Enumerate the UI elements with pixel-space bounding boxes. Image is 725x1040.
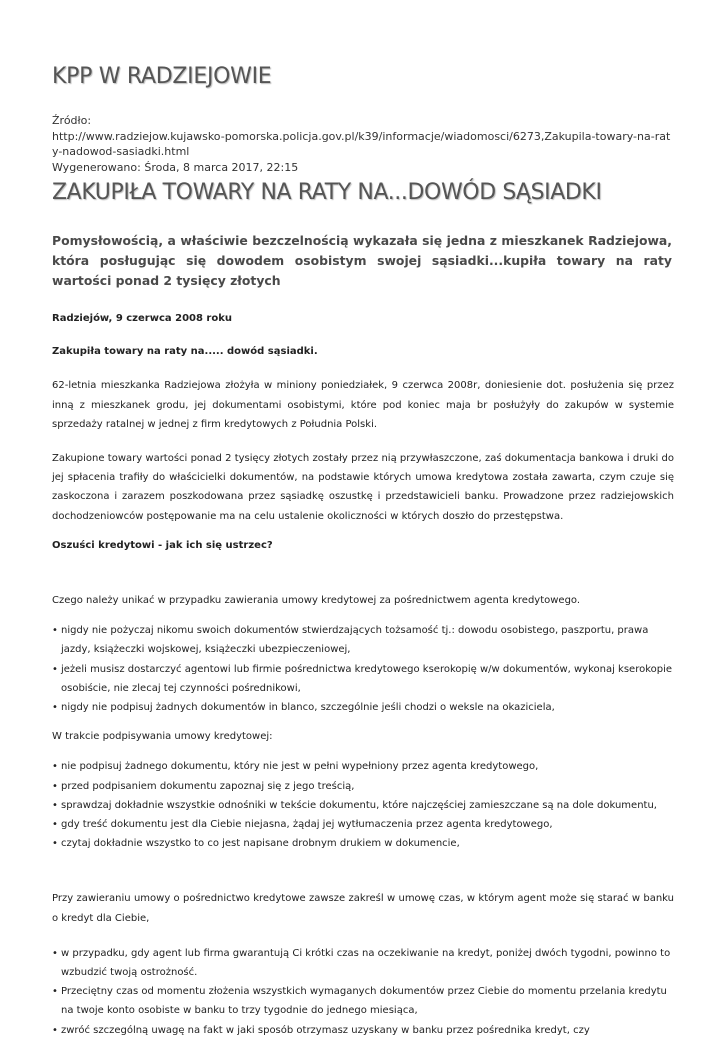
- source-url[interactable]: http://www.radziejow.kujawsko-pomorska.policja.gov.pl/k39/informacje/wiadomosci/6273,Zakupila-towary-na-raty-nadowod-sasiadki.html: [52, 129, 671, 158]
- article-subhead: Zakupiła towary na raty na..... dowód sąsiadki.: [52, 346, 318, 358]
- intro-avoid: Czego należy unikać w przypadku zawierania umowy kredytowej za pośrednictwem agenta kredytowego.: [52, 595, 581, 607]
- list-item: • sprawdzaj dokładnie wszystkie odnośniki w tekście dokumentu, które najczęściej zamieszczane są na dole dokumentu,: [52, 796, 674, 815]
- paragraph-1: 62-letnia mieszkanka Radziejowa złożyła w miniony poniedziałek, 9 czerwca 2008r, doniesienie dot. posłużenia się przez inną z mieszkanek grodu, jej dokumentami osobistymi, które pod koniec maja br posłużyły do zakupów w systemie sprzedaży ratalnej w jednej z firm kredytowych z Południa Polski.: [52, 380, 674, 430]
- intro-timeframe: Przy zawieraniu umowy o pośrednictwo kredytowe zawsze zakreśl w umowę czas, w którym agent może się starać w banku o kredyt dla Ciebie,: [52, 893, 674, 924]
- intro-signing: W trakcie podpisywania umowy kredytowej:: [52, 731, 273, 743]
- bullet-icon: •: [52, 625, 58, 637]
- list-item: • zwróć szczególną uwagę na fakt w jaki sposób otrzymasz uzyskany w banku przez pośrednika kredyt, czy: [52, 1021, 674, 1040]
- list-timeframe: [52, 944, 674, 1040]
- site-title: KPP W RADZIEJOWIE: [52, 64, 272, 89]
- list-item: • przed podpisaniem dokumentu zapoznaj się z jego treścią,: [52, 777, 674, 796]
- bullet-icon: •: [52, 947, 58, 959]
- dateline: Radziejów, 9 czerwca 2008 roku: [52, 313, 232, 324]
- bullet-icon: •: [52, 663, 58, 675]
- list-item: • nigdy nie podpisuj żadnych dokumentów in blanco, szczególnie jeśli chodzi o weksle na okaziciela,: [52, 698, 674, 717]
- source-label: Źródło:: [52, 114, 92, 127]
- list-item: • jeżeli musisz dostarczyć agentowi lub firmie pośrednictwa kredytowego kserokopię w/w dokumentów, wykonaj kserokopie osobiście, nie zlecaj tej czynności pośrednikowi,: [52, 660, 674, 698]
- bullet-icon: •: [52, 761, 58, 773]
- article-title: ZAKUPIŁA TOWARY NA RATY NA...DOWÓD SĄSIADKI: [52, 180, 602, 205]
- list-item: • Przeciętny czas od momentu złożenia wszystkich wymaganych dokumentów przez Ciebie do momentu przelania kredytu na twoje konto osobiste w banku to trzy tygodnie do jednego miesiąca,: [52, 982, 674, 1020]
- list-signing: [52, 757, 674, 853]
- list-item: • nigdy nie pożyczaj nikomu swoich dokumentów stwierdzających tożsamość tj.: dowodu osobistego, paszportu, prawa jazdy, książeczki wojskowej, książeczki ubezpieczeniowej,: [52, 621, 674, 659]
- list-item: • gdy treść dokumentu jest dla Ciebie niejasna, żądaj jej wytłumaczenia przez agenta kredytowego,: [52, 815, 674, 834]
- bullet-icon: •: [52, 780, 58, 792]
- document-meta: [52, 113, 676, 175]
- bullet-icon: •: [52, 986, 58, 998]
- list-item: • w przypadku, gdy agent lub firma gwarantują Ci krótki czas na oczekiwanie na kredyt, poniżej dwóch tygodni, powinno to wzbudzić twoją ostrożność.: [52, 944, 674, 982]
- list-item: • czytaj dokładnie wszystko to co jest napisane drobnym drukiem w dokumencie,: [52, 834, 674, 853]
- bullet-icon: •: [52, 838, 58, 850]
- article-lead: Pomysłowością, a właściwie bezczelnością wykazała się jedna z mieszkanek Radziejowa, która posługując się dowodem osobistym swojej sąsiadki...kupiła towary na raty wartości ponad 2 tysięcy złotych: [52, 233, 672, 288]
- section-heading: Oszuści kredytowi - jak ich się ustrzec?: [52, 539, 273, 551]
- article-body: [52, 309, 674, 1040]
- bullet-icon: •: [52, 1024, 58, 1036]
- paragraph-2: Zakupione towary wartości ponad 2 tysięcy złotych zostały przez nią przywłaszczone, zaś dokumentacja bankowa i druki do jej spłacenia trafiły do właścicielki dokumentów, na podstawie których umowa kredytowa została zawarta, czym czuje się zaskoczona i zarazem poszkodowana przez sąsiadkę oszustkę i przedstawicieli banku. Prowadzone przez radziejowskich dochodzeniowców postępowanie ma na celu ustalenie okoliczności w których doszło do przestępstwa.: [52, 453, 674, 522]
- bullet-icon: •: [52, 799, 58, 811]
- list-avoid: [52, 621, 674, 717]
- bullet-icon: •: [52, 702, 58, 714]
- list-item: • nie podpisuj żadnego dokumentu, który nie jest w pełni wypełniony przez agenta kredytowego,: [52, 757, 674, 776]
- generated-timestamp: Wygenerowano: Środa, 8 marca 2017, 22:15: [52, 160, 299, 174]
- bullet-icon: •: [52, 819, 58, 831]
